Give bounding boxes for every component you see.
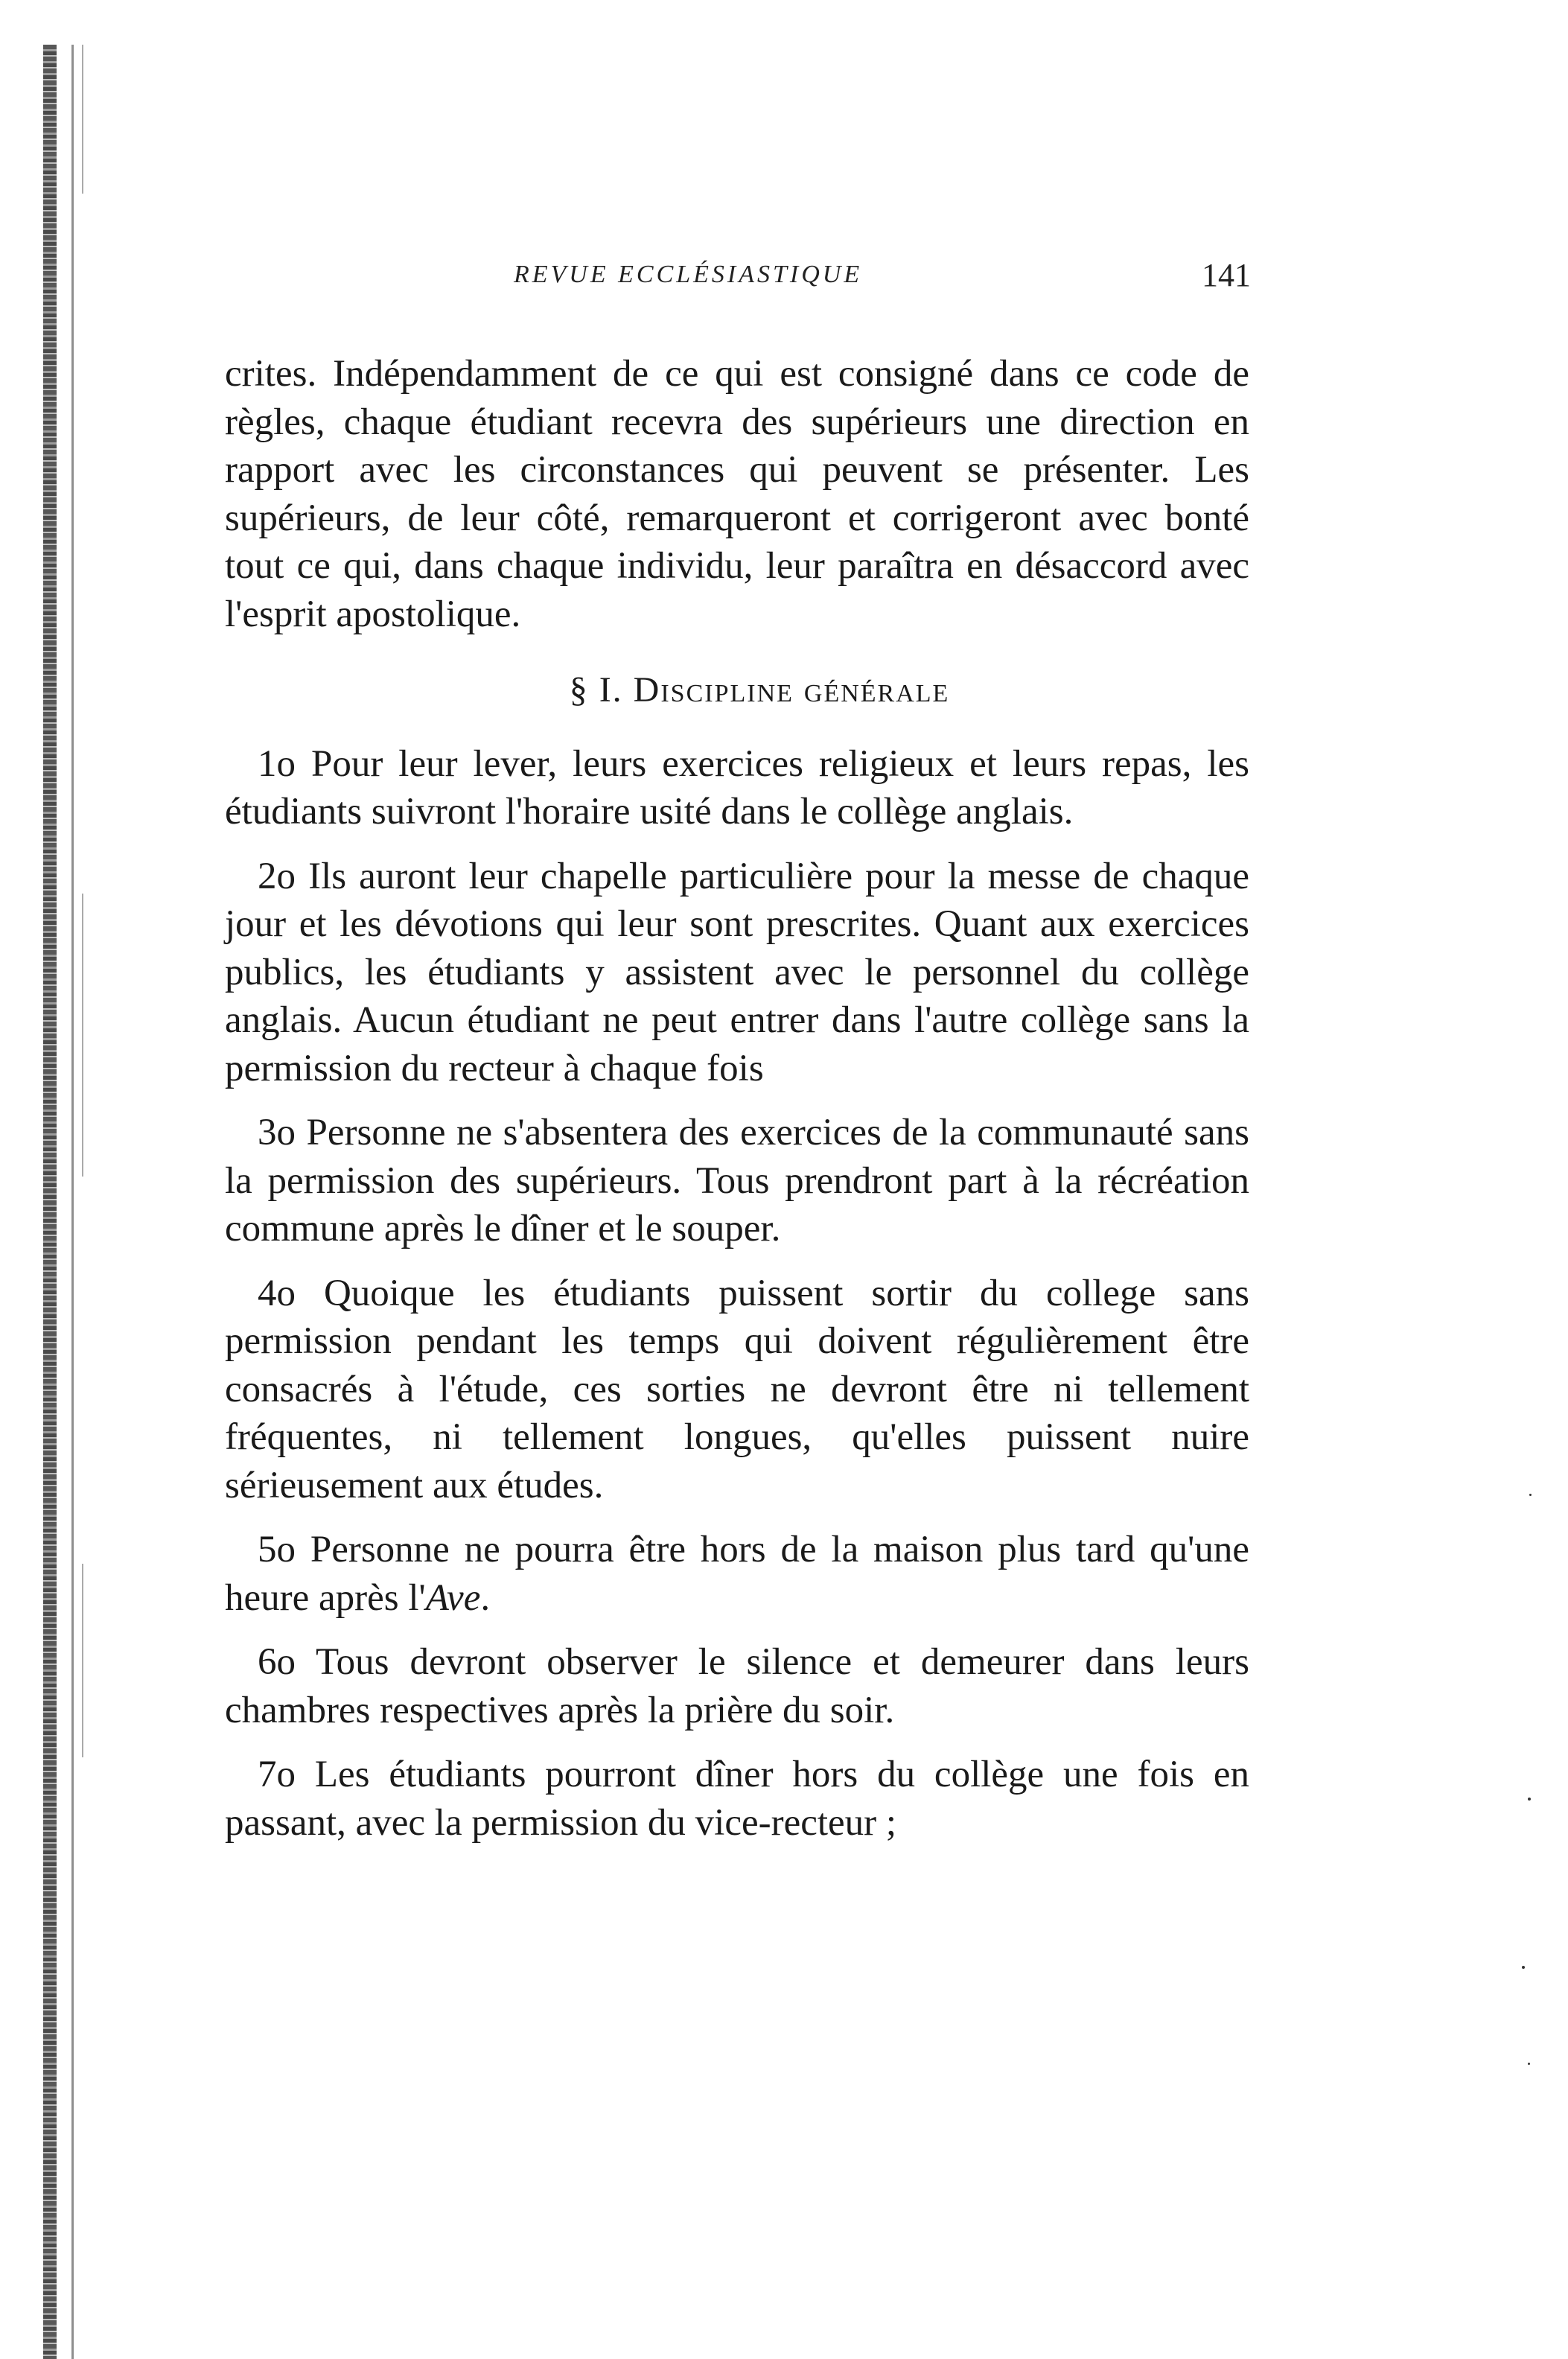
rule-item-6: 6o Tous devront observer le silence et demeurer dans leurs chambres respectives après la prière du soir.	[225, 1641, 1249, 1731]
rule-item-3: 3o Personne ne s'absentera des exercices de la communauté sans la permission des supérieurs. Tous prendront part à la récréation commune après le dîner et le souper.	[225, 1112, 1249, 1249]
rule-item-2: 2o Ils auront leur chapelle particulière pour la messe de chaque jour et les dévotions qui leur sont prescrites. Quant aux exercices publics, les étudiants y assistent avec le personnel du collège anglais. Aucun étudiant ne peut entrer dans l'autre collège sans la permission du recteur à chaque fois	[225, 855, 1249, 1089]
running-title: REVUE ECCLÉSIASTIQUE	[514, 261, 863, 288]
body-text	[225, 350, 1249, 1847]
scan-speck	[1528, 1798, 1531, 1801]
rule-item-4: 4o Quoique les étudiants puissent sortir du college sans permission pendant les temps qui doivent régulièrement être consacrés à l'étude, ces sorties ne devront être ni tellement fréquentes, ni tellement longues, qu'elles puissent nuire sérieusement aux études.	[225, 1272, 1249, 1506]
scan-speck	[1522, 1966, 1525, 1969]
scan-speck	[1529, 1494, 1532, 1496]
rule-item-5-italic: Ave	[425, 1576, 481, 1619]
rule-item-5-end: .	[480, 1576, 491, 1619]
running-head	[223, 257, 1251, 305]
section-heading: § I. Discipline générale	[569, 670, 950, 710]
binding-tick	[82, 894, 83, 1177]
binding-edge	[43, 45, 57, 2359]
rule-item-1: 1o Pour leur lever, leurs exercices religieux et leurs repas, les étudiants suivront l'horaire usité dans le collège anglais.	[225, 742, 1249, 833]
binding-tick	[82, 45, 83, 194]
binding-line	[71, 45, 74, 2359]
rule-item-7: 7o Les étudiants pourront dîner hors du collège une fois en passant, avec la permission du vice-recteur ;	[225, 1754, 1249, 1844]
page-number: 141	[1202, 257, 1251, 293]
rule-item-5	[225, 1526, 1249, 1622]
rule-item-5-text: 5o Personne ne pourra être hors de la maison plus tard qu'une heure après l'	[225, 1529, 1249, 1619]
scan-speck	[1528, 2063, 1530, 2065]
binding-tick	[82, 1564, 83, 1757]
intro-paragraph: crites. Indépendamment de ce qui est consigné dans ce code de règles, chaque étudiant recevra des supérieurs une direction en rapport avec les circonstances qui peuvent se présenter. Les supérieurs, de leur côté, remarqueront et corrigeront avec bonté tout ce qui, dans chaque individu, leur paraîtra en désaccord avec l'esprit apostolique.	[225, 353, 1249, 635]
